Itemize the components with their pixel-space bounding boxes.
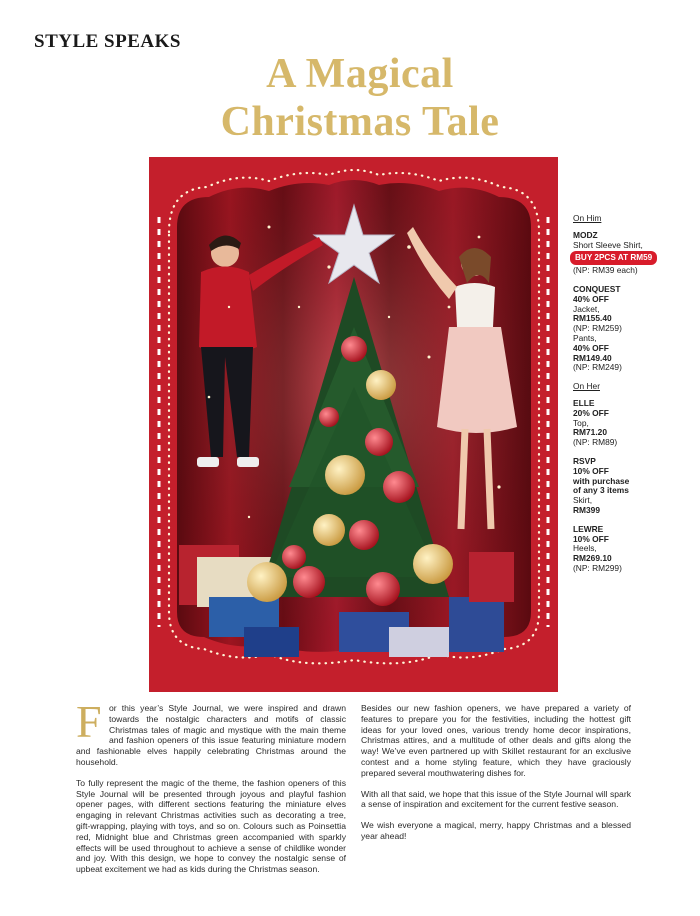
article-headline (150, 50, 570, 146)
normal-price: (NP: RM89) (573, 437, 618, 448)
brand-name: LEWRE (573, 523, 604, 534)
item-name: Short Sleeve Shirt, (573, 239, 643, 250)
normal-price: (NP: RM299) (573, 562, 622, 573)
brand-name: CONQUEST (573, 283, 621, 294)
discount-text: 20% OFF (573, 407, 609, 418)
normal-price: (NP: RM259) (573, 323, 622, 334)
article-paragraph: With all that said, we hope that this issue of the Style Journal will spark a sense of inspiration and excitement for the current festive season. (361, 788, 631, 810)
article-paragraph (76, 696, 346, 768)
article-paragraph: We wish everyone a magical, merry, happy Christmas and a blessed year ahead! (361, 820, 631, 841)
christmas-tree-photo (149, 157, 558, 692)
sale-price: RM149.40 (573, 352, 612, 363)
brand-name: RSVP (573, 455, 596, 466)
credit-lewre (573, 525, 693, 574)
discount-text: 10% OFF (573, 533, 609, 544)
item-name: Top, (573, 417, 589, 428)
credit-conquest (573, 285, 693, 373)
brand-name: MODZ (573, 229, 598, 240)
promo-badge: BUY 2PCS AT RM59 (570, 251, 657, 265)
article-column-left (76, 696, 346, 885)
article-paragraph: Besides our new fashion openers, we have prepared a variety of features to prepare you for the festivities, including the hottest gift ideas for your loved ones, various trendy home decor inspirations, Christmas attires, and a multitude of other deals and gifts along the way! We’ve even partnered up with Skillet restaurant for an exclusive contest and a home styling feature, which they have graciously prepared several mouthwatering dishes for. (361, 703, 631, 778)
normal-price: (NP: RM249) (573, 362, 622, 373)
sale-price: RM269.10 (573, 553, 612, 564)
item-name: Jacket, (573, 303, 600, 314)
sale-price: RM399 (573, 504, 600, 515)
credit-elle (573, 399, 693, 448)
headline-line-1: A Magical (266, 51, 454, 97)
sale-price: RM155.40 (573, 313, 612, 324)
fashion-credits (573, 214, 693, 583)
article-column-right (361, 703, 631, 852)
on-her-heading: On Her (573, 381, 600, 392)
normal-price: (NP: RM39 each) (573, 265, 638, 276)
credit-modz (573, 231, 693, 276)
sale-price: RM71.20 (573, 427, 607, 438)
discount-condition: of any 3 items (573, 485, 629, 496)
item-name: Pants, (573, 332, 597, 343)
discount-condition: with purchase (573, 475, 630, 486)
credit-rsvp (573, 457, 693, 516)
item-name: Skirt, (573, 495, 593, 506)
paragraph-text: or this year’s Style Journal, we were inspired and drawn towards the nostalgic characters and motifs of classic Christmas tales of magic and mystique with the main theme and fashion openers of this issue featuring miniature modern and fashionable elves happily celebrating Christmas around the household. (76, 703, 346, 767)
item-name: Heels, (573, 543, 597, 554)
discount-text: 40% OFF (573, 342, 609, 353)
headline-line-2: Christmas Tale (220, 99, 500, 145)
section-label: STYLE SPEAKS (34, 31, 181, 52)
on-him-heading: On Him (573, 213, 602, 223)
drop-cap: F (76, 696, 102, 747)
discount-text: 40% OFF (573, 293, 609, 304)
article-paragraph: To fully represent the magic of the theme, the fashion openers of this Style Journal will be presented through joyous and playful fashion opener pages, with different sections featuring the miniature elves engaging in relevant Christmas activities such as decorating a tree, gift-wrapping, playing with toys, and so on. Colours such as Poinsettia red, Midnight blue and Christmas green accompanied with sparkly effects will be used throughout to achieve a sense of childlike wonder and joy. With this design, we hope to convey the nostalgic sense of upbeat excitement we had as kids during the Christmas season. (76, 777, 346, 875)
discount-text: 10% OFF (573, 465, 609, 476)
brand-name: ELLE (573, 397, 595, 408)
